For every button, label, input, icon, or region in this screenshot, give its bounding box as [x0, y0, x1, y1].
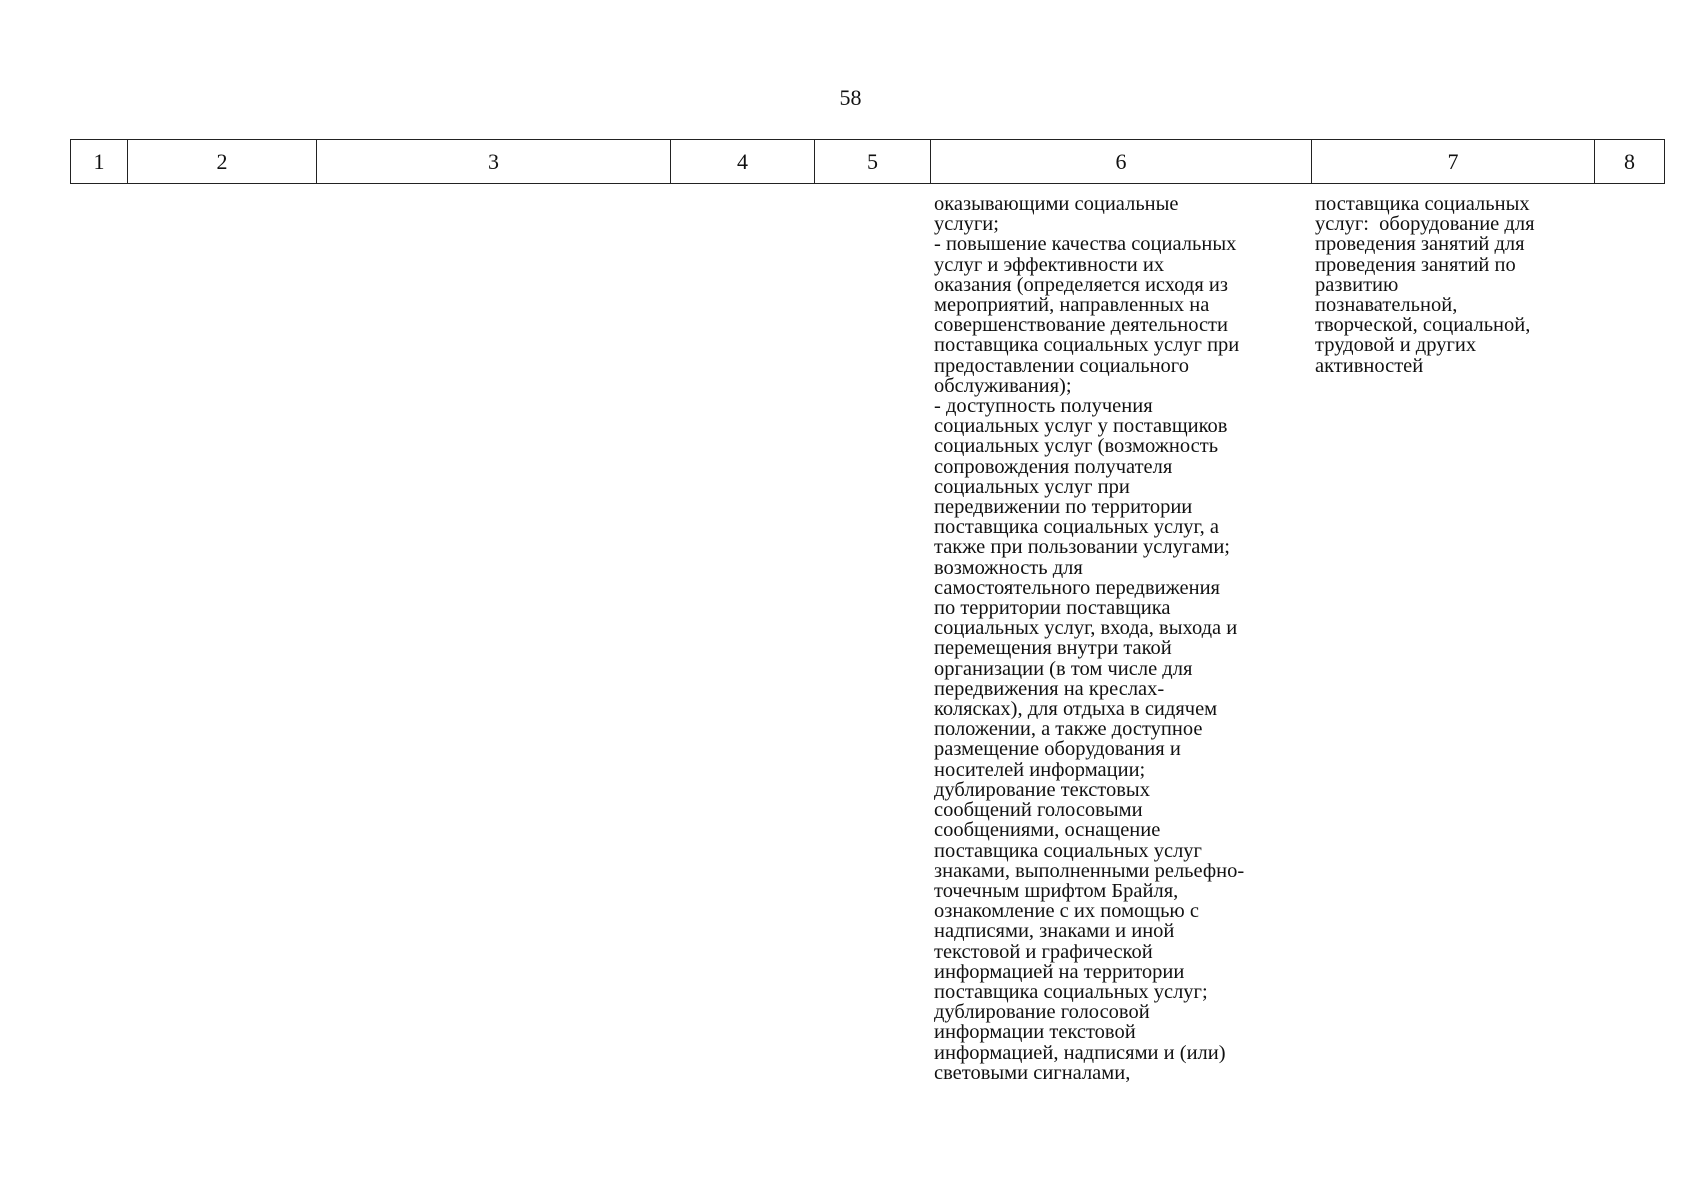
column-header-8: 8 — [1595, 140, 1665, 184]
column-7-cell-text: поставщика социальных услуг: оборудование для проведения занятий для проведения занятий по развитию познавательной, творческой, социальной, трудовой и других активностей — [1315, 193, 1535, 377]
table-header — [70, 139, 1665, 184]
column-header-4: 4 — [671, 140, 815, 184]
column-header-1: 1 — [71, 140, 128, 184]
page-number: 58 — [839, 85, 862, 110]
column-header-7: 7 — [1312, 140, 1595, 184]
column-header-3: 3 — [317, 140, 671, 184]
column-header-5: 5 — [815, 140, 931, 184]
column-header-2: 2 — [128, 140, 317, 184]
table-header-row — [71, 140, 1665, 184]
column-6-cell-text: оказывающими социальные услуги; - повышение качества социальных услуг и эффективности их оказания (определяется исходя из мероприятий, направленных на совершенствование деятельности поставщика социальных услуг при предоставлении социального обслуживания); - доступность получения социальных услуг у поставщиков социальных услуг (возможность сопровождения получателя социальных услуг при передвижении по территории поставщика социальных услуг, а также при пользовании услугами; возможность для самостоятельного передвижения по территории поставщика социальных услуг, входа, выхода и перемещения внутри такой организации (в том числе для передвижения на креслах- колясках), для отдыха в сидячем положении, а также доступное размещение оборудования и носителей информации; дублирование текстовых сообщений голосовыми сообщениями, оснащение поставщика социальных услуг знаками, выполненными рельефно- точечным шрифтом Брайля, ознакомление с их помощью с надписями, знаками и иной текстовой и графической информацией на территории поставщика социальных услуг; дублирование голосовой информации текстовой информацией, надписями и (или) световыми сигналами, — [934, 193, 1245, 1084]
column-header-6: 6 — [931, 140, 1312, 184]
